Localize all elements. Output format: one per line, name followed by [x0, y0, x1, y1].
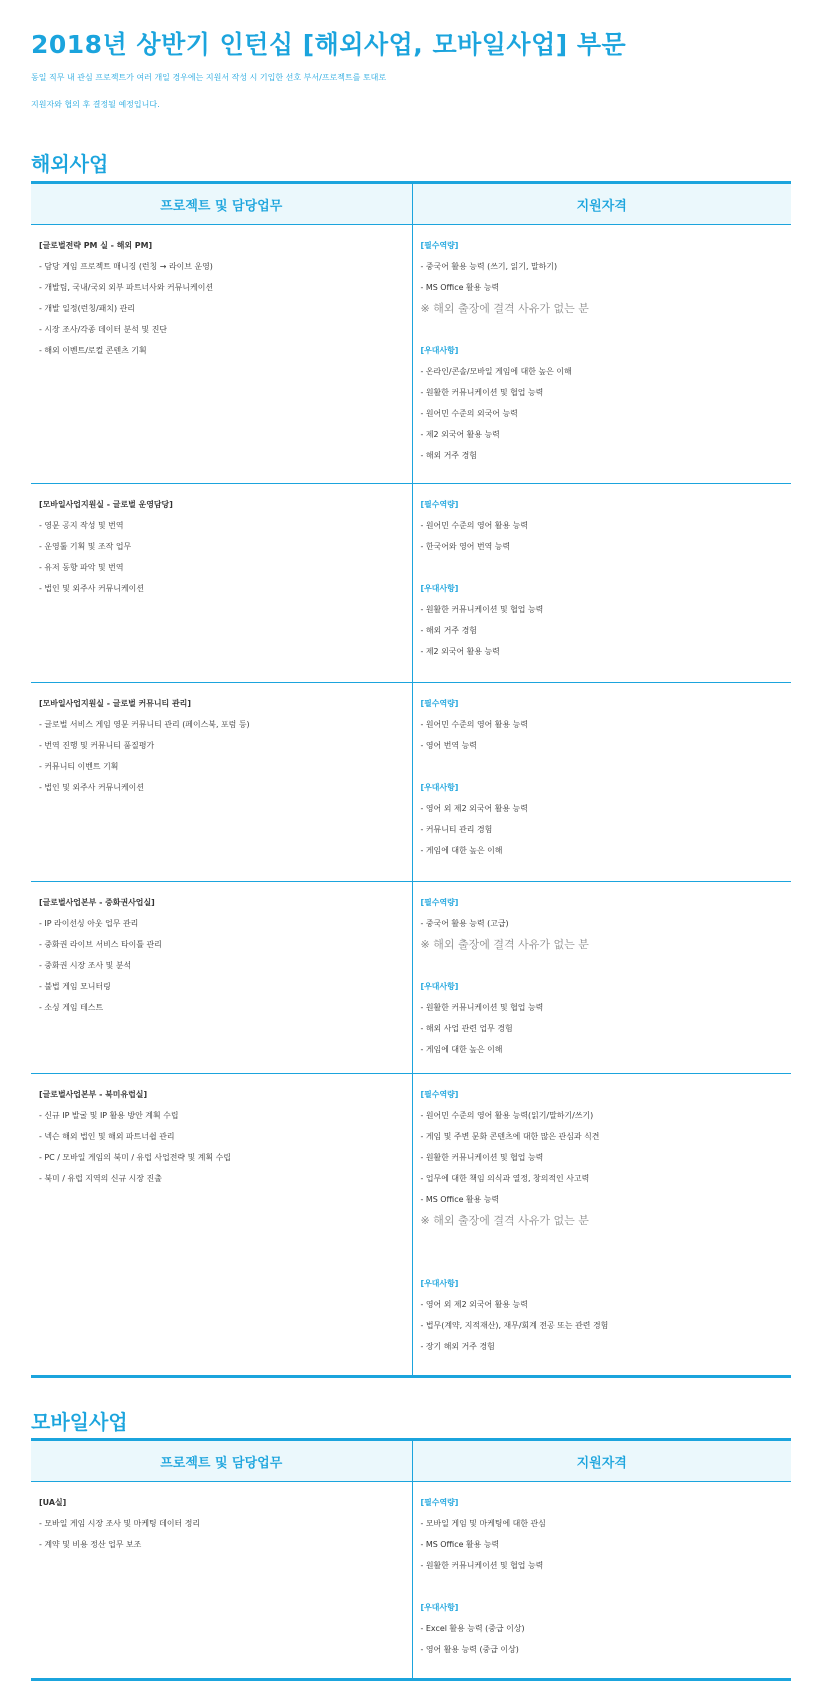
preferred-item: - 커뮤니티 관리 경험: [420, 825, 493, 834]
table-header-row: [31, 183, 791, 225]
duty-item: - 영문 공지 작성 및 번역: [39, 521, 124, 530]
project-cell: [31, 882, 412, 1074]
required-item: - MS Office 활용 능력: [420, 283, 500, 292]
qualification-block: [421, 1492, 792, 1660]
table-row: [31, 225, 791, 484]
preferred-item: - 법무(계약, 지적재산), 재무/회계 전공 또는 관련 경험: [420, 1321, 609, 1330]
preferred-label: [우대사항]: [420, 783, 459, 792]
required-label: [필수역량]: [420, 500, 459, 509]
table-row: [31, 683, 791, 882]
project-cell: [31, 225, 412, 484]
qualification-block: [421, 235, 792, 466]
required-label: [필수역량]: [420, 1090, 459, 1099]
required-item: - 원활한 커뮤니케이션 및 협업 능력: [420, 1561, 544, 1570]
section-title-overseas: 해외사업: [31, 152, 109, 176]
page-title: 2018년 상반기 인턴십 [해외사업, 모바일사업] 부문: [31, 30, 627, 59]
required-item: - 원어민 수준의 영어 활용 능력: [420, 521, 528, 530]
duty-item: - 개발 일정(런칭/패치) 관리: [39, 304, 135, 313]
table-row: [31, 1074, 791, 1377]
project-title: [글로벌사업본부 - 북미유럽실]: [39, 1090, 148, 1099]
requirement-note: ※ 해외 출장에 결격 사유가 없는 분: [420, 938, 589, 951]
project-cell: [31, 484, 412, 683]
preferred-item: - 온라인/콘솔/모바일 게임에 대한 높은 이해: [420, 367, 572, 376]
duty-item: - 넥슨 해외 법인 및 해외 파트너쉽 관리: [39, 1132, 175, 1141]
column-header-qualification: 지원자격: [412, 1440, 791, 1482]
qualification-cell: [412, 484, 791, 683]
requirement-note: ※ 해외 출장에 결격 사유가 없는 분: [420, 302, 589, 315]
required-label: [필수역량]: [420, 898, 459, 907]
required-label: [필수역량]: [420, 1498, 459, 1507]
duty-item: - 중화권 시장 조사 및 분석: [39, 961, 132, 970]
preferred-item: - 게임에 대한 높은 이해: [420, 846, 503, 855]
qualification-block: [421, 1084, 792, 1357]
preferred-label: [우대사항]: [420, 346, 459, 355]
qualification-cell: [412, 882, 791, 1074]
required-item: - 게임 및 주변 문화 콘텐츠에 대한 많은 관심과 식견: [420, 1132, 600, 1141]
preferred-item: - 해외 사업 관련 업무 경험: [420, 1024, 513, 1033]
duty-item: - 시장 조사/각종 데이터 분석 및 진단: [39, 325, 168, 334]
duty-item: - 법인 및 외주사 커뮤니케이션: [39, 584, 144, 593]
required-label: [필수역량]: [420, 699, 459, 708]
duty-item: - 커뮤니티 이벤트 기획: [39, 762, 119, 771]
preferred-item: - 원활한 커뮤니케이션 및 협업 능력: [420, 388, 544, 397]
column-header-project: 프로젝트 및 담당업무: [31, 183, 412, 225]
qualification-block: [421, 892, 792, 1060]
preferred-label: [우대사항]: [420, 1279, 459, 1288]
duty-item: - 글로벌 서비스 게임 영문 커뮤니티 관리 (페이스북, 포럼 등): [39, 720, 250, 729]
qualification-block: [421, 494, 792, 662]
table-row: [31, 484, 791, 683]
preferred-item: - 제2 외국어 활용 능력: [420, 430, 500, 439]
preferred-item: - 원활한 커뮤니케이션 및 협업 능력: [420, 605, 544, 614]
required-item: - 중국어 활용 능력 (고급): [420, 919, 509, 928]
qualification-cell: [412, 1074, 791, 1377]
section-title-mobile: 모바일사업: [31, 1410, 128, 1434]
preferred-item: - 원어민 수준의 외국어 능력: [420, 409, 518, 418]
preferred-item: - 해외 거주 경험: [420, 626, 477, 635]
table-row: [31, 1482, 791, 1680]
required-item: - 원어민 수준의 영어 활용 능력: [420, 720, 528, 729]
duty-item: - 해외 이벤트/로컬 콘텐츠 기획: [39, 346, 147, 355]
duty-item: - 개발팀, 국내/국외 외부 파트너사와 커뮤니케이션: [39, 283, 214, 292]
preferred-item: - 장기 해외 거주 경험: [420, 1342, 495, 1351]
preferred-item: - 제2 외국어 활용 능력: [420, 647, 500, 656]
table-header-row: [31, 1440, 791, 1482]
column-header-qualification: 지원자격: [412, 183, 791, 225]
project-cell: [31, 683, 412, 882]
project-title: [글로벌사업본부 - 중화권사업실]: [39, 898, 155, 907]
project-cell: [31, 1074, 412, 1377]
preferred-item: - 영어 외 제2 외국어 활용 능력: [420, 804, 528, 813]
mobile-table: [31, 1438, 791, 1681]
qualification-cell: [412, 225, 791, 484]
duty-item: - 운영툴 기획 및 조작 업무: [39, 542, 132, 551]
preferred-item: - 영어 외 제2 외국어 활용 능력: [420, 1300, 528, 1309]
qualification-block: [421, 693, 792, 861]
duty-item: - 담당 게임 프로젝트 매니징 (런칭 → 라이브 운영): [39, 262, 213, 271]
preferred-item: - 원활한 커뮤니케이션 및 협업 능력: [420, 1003, 544, 1012]
project-cell: [31, 1482, 412, 1680]
preferred-item: - 게임에 대한 높은 이해: [420, 1045, 503, 1054]
required-item: - MS Office 활용 능력: [420, 1195, 500, 1204]
duty-item: - 북미 / 유럽 지역의 신규 시장 진출: [39, 1174, 162, 1183]
project-block: [39, 693, 412, 798]
table-row: [31, 882, 791, 1074]
required-label: [필수역량]: [420, 241, 459, 250]
preferred-label: [우대사항]: [420, 982, 459, 991]
duty-item: - 소싱 게임 테스트: [39, 1003, 104, 1012]
required-item: - 중국어 활용 능력 (쓰기, 읽기, 말하기): [420, 262, 558, 271]
preferred-item: - 영어 활용 능력 (중급 이상): [420, 1645, 519, 1654]
project-block: [39, 235, 412, 361]
project-block: [39, 494, 412, 599]
preferred-label: [우대사항]: [420, 584, 459, 593]
overseas-table: [31, 181, 791, 1378]
duty-item: - 번역 진행 및 커뮤니티 품질평가: [39, 741, 155, 750]
required-item: - 업무에 대한 책임 의식과 열정, 창의적인 사고력: [420, 1174, 590, 1183]
intro-line: 동일 직무 내 관심 프로젝트가 여러 개일 경우에는 지원서 작성 시 기입한 선호 부서/프로젝트를 토대로: [31, 73, 387, 82]
qualification-cell: [412, 1482, 791, 1680]
project-title: [글로벌전략 PM 실 - 해외 PM]: [39, 241, 153, 250]
required-item: - 영어 번역 능력: [420, 741, 477, 750]
duty-item: - 법인 및 외주사 커뮤니케이션: [39, 783, 144, 792]
preferred-item: - 해외 거주 경험: [420, 451, 477, 460]
required-item: - MS Office 활용 능력: [420, 1540, 500, 1549]
project-block: [39, 892, 412, 1018]
intro-line: 지원자와 협의 후 결정될 예정입니다.: [31, 100, 160, 109]
preferred-item: - Excel 활용 능력 (중급 이상): [420, 1624, 525, 1633]
duty-item: - 신규 IP 발굴 및 IP 활용 방안 계획 수립: [39, 1111, 179, 1120]
duty-item: - IP 라이선싱 아웃 업무 관리: [39, 919, 139, 928]
project-block: [39, 1084, 412, 1189]
required-item: - 원활한 커뮤니케이션 및 협업 능력: [420, 1153, 544, 1162]
duty-item: - 중화권 라이브 서비스 타이틀 관리: [39, 940, 162, 949]
preferred-label: [우대사항]: [420, 1603, 459, 1612]
duty-item: - 유저 동향 파악 및 번역: [39, 563, 124, 572]
project-block: [39, 1492, 412, 1555]
project-title: [모바일사업지원실 - 글로벌 운영담당]: [39, 500, 173, 509]
project-title: [모바일사업지원실 - 글로벌 커뮤니티 관리]: [39, 699, 191, 708]
duty-item: - 계약 및 비용 정산 업무 보조: [39, 1540, 142, 1549]
requirement-note: ※ 해외 출장에 결격 사유가 없는 분: [420, 1214, 589, 1227]
project-title: [UA실]: [39, 1498, 67, 1507]
duty-item: - PC / 모바일 게임의 북미 / 유럽 사업전략 및 계획 수립: [39, 1153, 231, 1162]
required-item: - 모바일 게임 및 마케팅에 대한 관심: [420, 1519, 546, 1528]
required-item: - 한국어와 영어 번역 능력: [420, 542, 511, 551]
intro-text: [31, 64, 801, 118]
duty-item: - 불법 게임 모니터링: [39, 982, 111, 991]
duty-item: - 모바일 게임 시장 조사 및 마케팅 데이터 정리: [39, 1519, 201, 1528]
qualification-cell: [412, 683, 791, 882]
column-header-project: 프로젝트 및 담당업무: [31, 1440, 412, 1482]
required-item: - 원어민 수준의 영어 활용 능력(읽기/말하기/쓰기): [420, 1111, 594, 1120]
